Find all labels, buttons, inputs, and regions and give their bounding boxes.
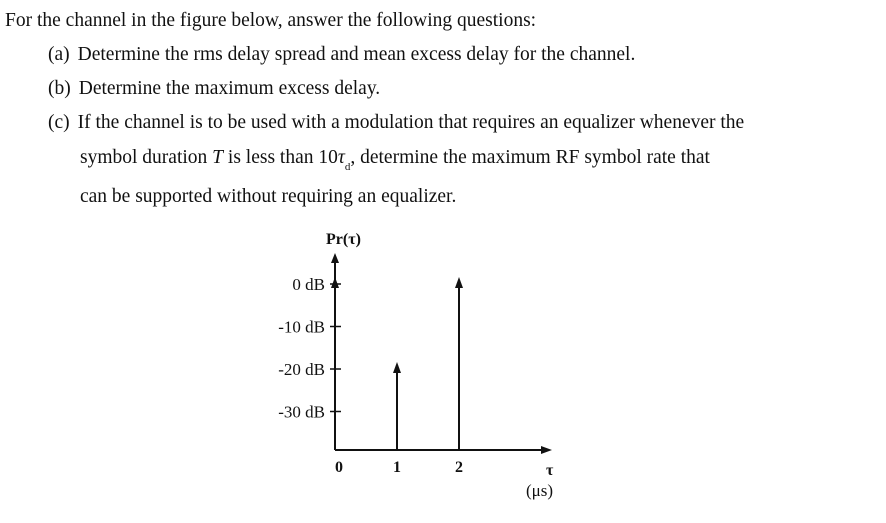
question-c-text-1: If the channel is to be used with a modulation that requires an equalizer whenever the — [77, 112, 745, 133]
question-c-tag: (c) — [48, 112, 70, 133]
impulse-arrowhead — [455, 277, 463, 288]
x-ticks — [335, 459, 463, 476]
question-a-text: Determine the rms delay spread and mean excess delay for the channel. — [77, 44, 636, 65]
y-tick-label: -30 dB — [278, 402, 325, 422]
question-c-text-2a: symbol duration — [80, 147, 213, 168]
y-ticks — [278, 275, 341, 422]
question-a-tag: (a) — [48, 44, 70, 65]
impulse-arrowhead — [331, 277, 339, 288]
impulse-bars — [331, 277, 463, 450]
tau-subscript: d — [344, 160, 351, 173]
question-c-text-2b: is less than 10 — [223, 147, 338, 168]
x-tick-label: 0 — [335, 459, 343, 476]
y-axis-label: Pr(τ) — [326, 231, 361, 248]
question-b-tag: (b) — [48, 78, 71, 99]
problem-intro: For the channel in the figure below, answer the following questions: — [5, 10, 537, 31]
x-axis-label: τ — [546, 462, 554, 479]
question-c-text-2c: , determine the maximum RF symbol rate that — [350, 147, 710, 168]
x-tick-label: 2 — [455, 459, 463, 476]
x-axis-arrow — [541, 446, 552, 454]
tau-glyph: τ — [337, 147, 345, 168]
y-axis-arrow — [331, 253, 339, 263]
symbol-duration-var: T — [212, 147, 224, 168]
y-tick-label: -10 dB — [278, 317, 325, 337]
impulse-arrowhead — [393, 362, 401, 373]
question-c-line-3: can be supported without requiring an equalizer. — [80, 186, 457, 207]
y-tick-label: 0 dB — [292, 275, 325, 294]
x-axis-unit: (μs) — [526, 481, 554, 500]
figure-axes — [331, 253, 552, 454]
y-tick-label: -20 dB — [278, 360, 325, 379]
question-b-text: Determine the maximum excess delay. — [78, 78, 381, 99]
x-tick-label: 1 — [393, 459, 401, 476]
